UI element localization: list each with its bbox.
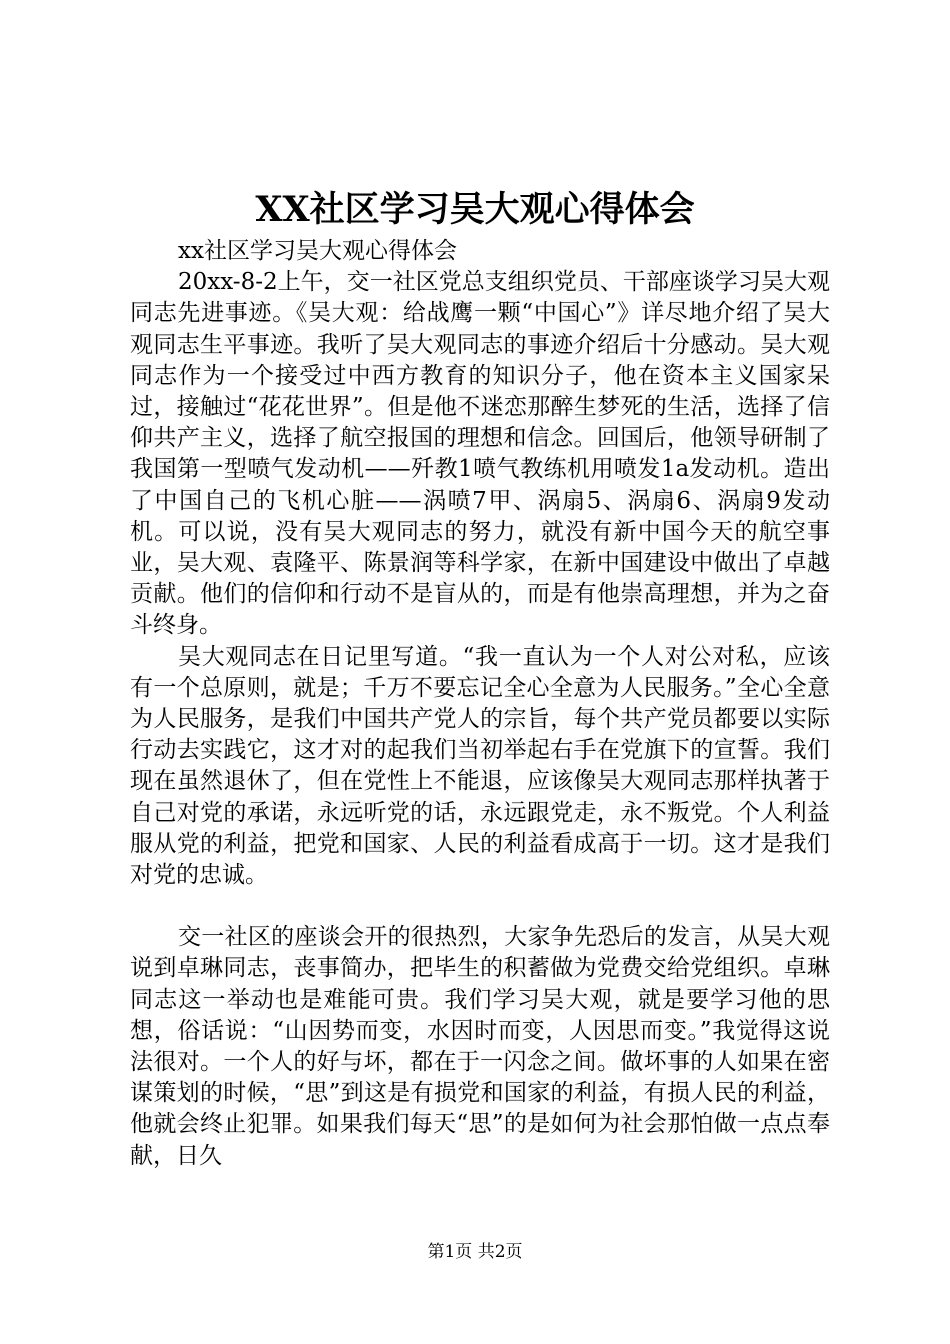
body-paragraph-1: 20xx-8-2上午，交一社区党总支组织党员、干部座谈学习吴大观同志先进事迹。《吴大观：给战鹰一颗“中国心”》详尽地介绍了吴大观同志生平事迹。我听了吴大观同志的事迹介绍后十分感动。吴大观同志作为一个接受过中西方教育的知识分子，他在资本主义国家呆过，接触过“花花世界”。但是他不迷恋那醉生梦死的生活，选择了信仰共产主义，选择了航空报国的理想和信念。回国后，他领导研制了我国第一型喷气发动机——歼教1喷气教练机用喷发1a发动机。造出了中国自己的飞机心脏——涡喷7甲、涡扇5、涡扇6、涡扇9发动机。可以说，没有吴大观同志的努力，就没有新中国今天的航空事业，吴大观、袁隆平、陈景润等科学家，在新中国建设中做出了卓越贡献。他们的信仰和行动不是盲从的，而是有他崇高理想，并为之奋斗终身。 [130,269,830,639]
page-footer: 第1页 共2页 [427,1242,523,1262]
body-paragraph-2: 吴大观同志在日记里写道。“我一直认为一个人对公对私，应该有一个总原则，就是；千万不要忘记全心全意为人民服务。”全心全意为人民服务，是我们中国共产党人的宗旨，每个共产党员都要以实际行动去实践它，这才对的起我们当初举起右手在党旗下的宣誓。我们现在虽然退休了，但在党性上不能退，应该像吴大观同志那样执著于自己对党的承诺，永远听党的话，永远跟党走，永不叛党。个人利益服从党的利益，把党和国家、人民的利益看成高于一切。这才是我们对党的忠诚。 [130,643,830,889]
body-paragraph-3: 交一社区的座谈会开的很热烈，大家争先恐后的发言，从吴大观说到卓琳同志，丧事简办，把毕生的积蓄做为党费交给党组织。卓琳同志这一举动也是难能可贵。我们学习吴大观，就是要学习他的思想，俗话说：“山因势而变，水因时而变，人因思而变。”我觉得这说法很对。一个人的好与坏，都在于一闪念之间。做坏事的人如果在密谋策划的时候，“思”到这是有损党和国家的利益，有损人民的利益，他就会终止犯罪。如果我们每天“思”的是如何为社会那怕做一点点奉献，日久 [130,924,830,1169]
document-body [130,236,830,1172]
document-title: XX社区学习吴大观心得体会 [255,189,695,230]
document-subtitle: xx社区学习吴大观心得体会 [178,238,457,264]
